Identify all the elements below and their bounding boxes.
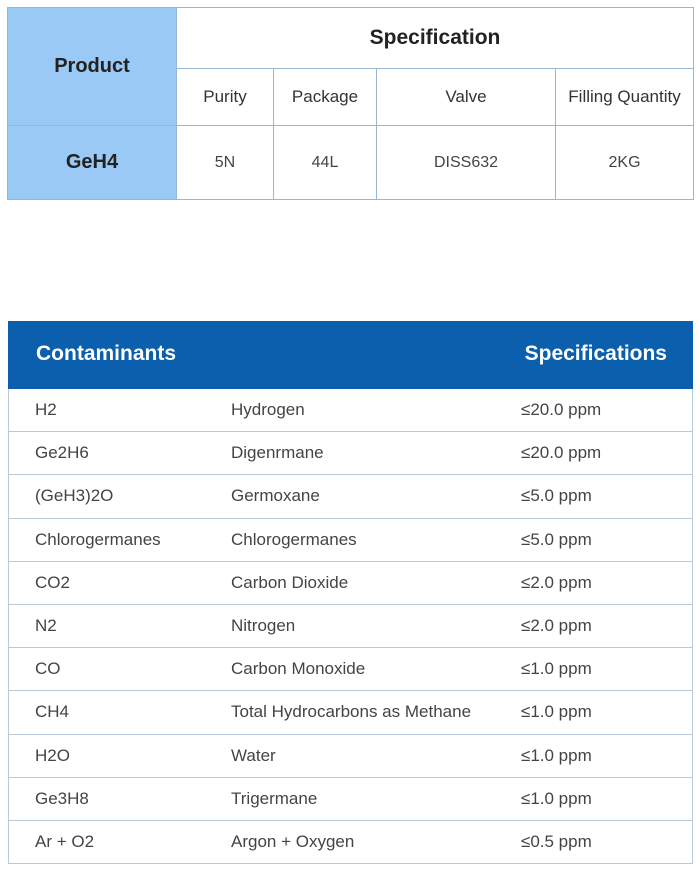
contaminant-spec: ≤1.0 ppm (521, 788, 592, 808)
table-row (9, 691, 692, 734)
contaminant-name: Germoxane (231, 486, 320, 506)
table-row (9, 562, 692, 605)
contaminant-spec: ≤20.0 ppm (521, 443, 602, 463)
contaminant-name: Trigermane (231, 788, 318, 808)
contaminant-formula: N2 (35, 616, 57, 636)
contaminant-formula: CO (35, 659, 61, 679)
contaminant-formula: Chlorogermanes (35, 529, 161, 549)
contaminant-name: Carbon Monoxide (231, 659, 366, 679)
contaminant-formula: (GeH3)2O (35, 486, 114, 506)
contaminant-name: Chlorogermanes (231, 529, 357, 549)
contaminant-spec: ≤1.0 ppm (521, 745, 592, 765)
table-row (9, 735, 692, 778)
table-row (9, 389, 692, 432)
contaminant-formula: Ge2H6 (35, 443, 89, 463)
table-row (9, 648, 692, 691)
table-row (9, 821, 692, 864)
contaminant-spec: ≤5.0 ppm (521, 529, 592, 549)
contaminant-spec: ≤1.0 ppm (521, 702, 592, 722)
table-row (9, 778, 692, 821)
filling-quantity-value: 2KG (556, 126, 694, 200)
purity-value: 5N (177, 126, 274, 200)
specification-header: Specification (177, 8, 694, 69)
contaminant-name: Hydrogen (231, 400, 305, 420)
product-spec-table (7, 7, 694, 200)
contaminant-formula: CH4 (35, 702, 70, 722)
contaminant-spec: ≤5.0 ppm (521, 486, 592, 506)
contaminant-formula: Ge3H8 (35, 788, 89, 808)
contaminant-formula: H2O (35, 745, 70, 765)
table-row (9, 605, 692, 648)
contaminants-rows (8, 389, 693, 864)
contaminant-name: Nitrogen (231, 616, 296, 636)
product-header: Product (8, 8, 177, 126)
contaminant-spec: ≤0.5 ppm (521, 831, 592, 851)
contaminant-name: Digenrmane (231, 443, 324, 463)
contaminants-title: Contaminants (36, 342, 177, 365)
contaminant-spec: ≤20.0 ppm (521, 400, 602, 420)
valve-value: DISS632 (377, 126, 556, 200)
table-row (9, 475, 692, 518)
package-header: Package (274, 69, 377, 126)
contaminants-table (8, 321, 693, 864)
table-row (9, 519, 692, 562)
valve-header: Valve (377, 69, 556, 126)
product-name: GeH4 (8, 126, 177, 200)
contaminant-spec: ≤1.0 ppm (521, 659, 592, 679)
filling-quantity-header: Filling Quantity (556, 69, 694, 126)
contaminant-spec: ≤2.0 ppm (521, 616, 592, 636)
specifications-title: Specifications (524, 342, 667, 365)
contaminant-name: Water (231, 745, 276, 765)
contaminant-formula: H2 (35, 400, 57, 420)
contaminant-spec: ≤2.0 ppm (521, 572, 592, 592)
contaminants-header (8, 321, 693, 389)
contaminant-name: Carbon Dioxide (231, 572, 349, 592)
purity-header: Purity (177, 69, 274, 126)
contaminant-name: Total Hydrocarbons as Methane (231, 702, 472, 722)
contaminant-formula: CO2 (35, 572, 70, 592)
contaminant-name: Argon + Oxygen (231, 831, 355, 851)
table-row (9, 432, 692, 475)
contaminant-formula: Ar + O2 (35, 831, 95, 851)
package-value: 44L (274, 126, 377, 200)
